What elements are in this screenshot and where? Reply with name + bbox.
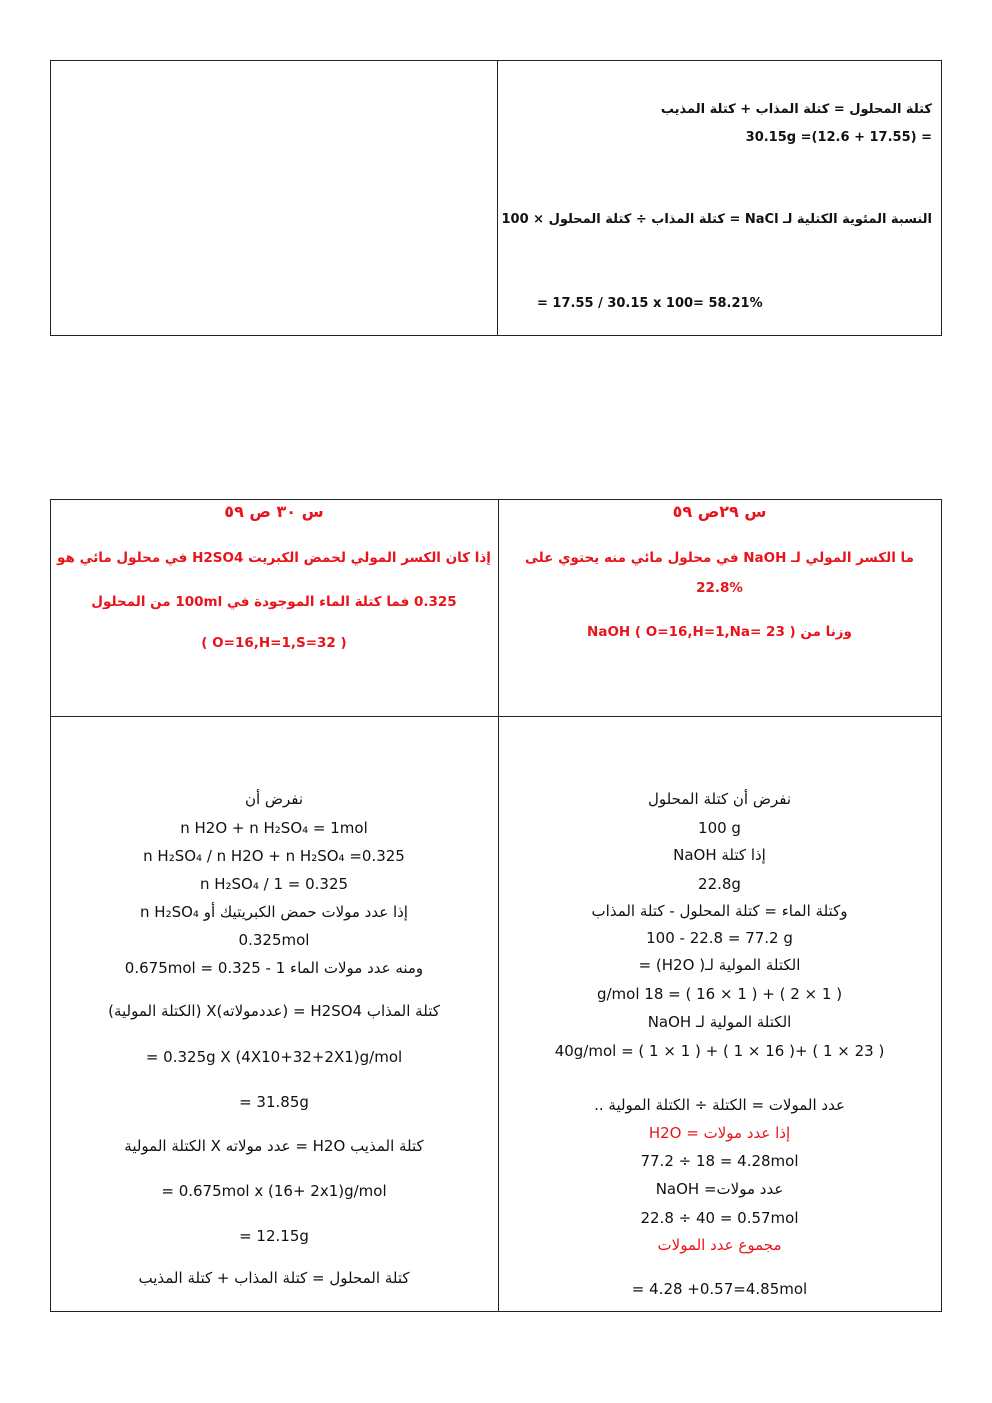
sol29-line: ( 1 × 2 ) + ( 1 × 16 ) = 18 g/mol — [596, 985, 843, 1003]
questions-table-row-divider — [51, 716, 941, 717]
q30-text-line2: 0.325 فما كتلة الماء الموجودة في 100ml من المحلول — [91, 594, 457, 610]
sol30-line: n H2O + n H₂SO₄ = 1mol — [180, 819, 368, 837]
sol29-line: 22.8g — [698, 875, 741, 893]
sol29-line: الكتلة المولية لـ( H2O) = — [638, 956, 801, 974]
sol30-line: إذا عدد مولات حمض الكبريتيك أو n H₂SO₄ — [140, 903, 408, 921]
sol29-line: 77.2 ÷ 18 = 4.28mol — [640, 1152, 799, 1170]
sol30-line: كتلة المحلول = كتلة المذاب + كتلة المذيب — [138, 1269, 410, 1287]
sol29-line: 100 - 22.8 = 77.2 g — [646, 929, 793, 947]
q29-text-line2: 22.8% — [696, 580, 743, 596]
top-line-percent-formula: النسبة المئوية الكتلية لـ NaCl = كتلة المذاب ÷ كتلة المحلول × 100 — [501, 212, 932, 227]
sol30-line: n H₂SO₄ / 1 = 0.325 — [199, 875, 349, 893]
sol30-line: n H₂SO₄ / n H2O + n H₂SO₄ =0.325 — [143, 847, 405, 865]
q29-text-line1: ما الكسر المولي لـ NaOH في محلول مائي منه يحتوي على — [525, 550, 914, 566]
sol30-line: كتلة المذاب H2SO4 = (عددمولاته)X (الكتلة المولية) — [108, 1002, 440, 1020]
top-line-solution-mass: كتلة المحلول = كتلة المذاب + كتلة المذيب — [660, 102, 932, 117]
q30-text-line3: ( O=16,H=1,S=32 ) — [201, 635, 347, 651]
sol29-line: الكتلة المولية لـ NaOH — [647, 1013, 792, 1031]
sol29-line: عدد المولات = الكتلة ÷ الكتلة المولية .. — [594, 1096, 845, 1114]
sol29-line-highlight: إذا عدد مولات = H2O — [648, 1124, 791, 1142]
sol29-line: وكتلة الماء = كتلة المحلول - كتلة المذاب — [591, 902, 848, 920]
q29-title: س ٢٩ص ٥٩ — [672, 502, 767, 521]
top-line-solution-mass-value: = (17.55 + 12.6)= 30.15g — [745, 130, 932, 145]
sol29-line: عدد مولات= NaOH — [655, 1180, 784, 1198]
sol30-line: 0.325mol — [238, 931, 310, 949]
sol30-line: كتلة المذيب H2O = عدد مولاته X الكتلة المولية — [124, 1137, 424, 1155]
sol30-line: = 31.85g — [239, 1093, 309, 1111]
q30-title: س ٣٠ ص ٥٩ — [224, 502, 324, 521]
sol29-line: إذا كتلة NaOH — [673, 846, 766, 864]
sol29-line-highlight: مجموع عدد المولات — [657, 1236, 782, 1254]
sol30-line: نفرض أن — [244, 790, 304, 808]
top-line-percent-value: = 17.55 / 30.15 x 100= 58.21% — [537, 296, 763, 311]
sol30-line: = 0.675mol x (16+ 2x1)g/mol — [161, 1182, 387, 1200]
sol29-line: ( 23 × 1 ) +( 16 × 1 ) + ( 1 × 1 ) = 40g/mol — [554, 1042, 885, 1060]
sol30-line: ومنه عدد مولات الماء 1 - 0.325 = 0.675mol — [124, 959, 424, 977]
top-table-divider — [497, 61, 498, 335]
sol29-line: نفرض أن كتلة المحلول — [647, 790, 792, 808]
sol29-line: 100 g — [698, 819, 741, 837]
q30-text-line1: إذا كان الكسر المولي لحمض الكبريت H2SO4 في محلول مائي هو — [57, 550, 491, 566]
sol29-line: 22.8 ÷ 40 = 0.57mol — [640, 1209, 799, 1227]
sol30-line: = 0.325g X (4X10+32+2X1)g/mol — [145, 1048, 403, 1066]
q29-text-line3: وزنا من NaOH ( O=16,H=1,Na= 23 ) — [587, 624, 852, 640]
sol29-line: = 4.28 +0.57=4.85mol — [631, 1280, 808, 1298]
sol30-line: = 12.15g — [239, 1227, 309, 1245]
